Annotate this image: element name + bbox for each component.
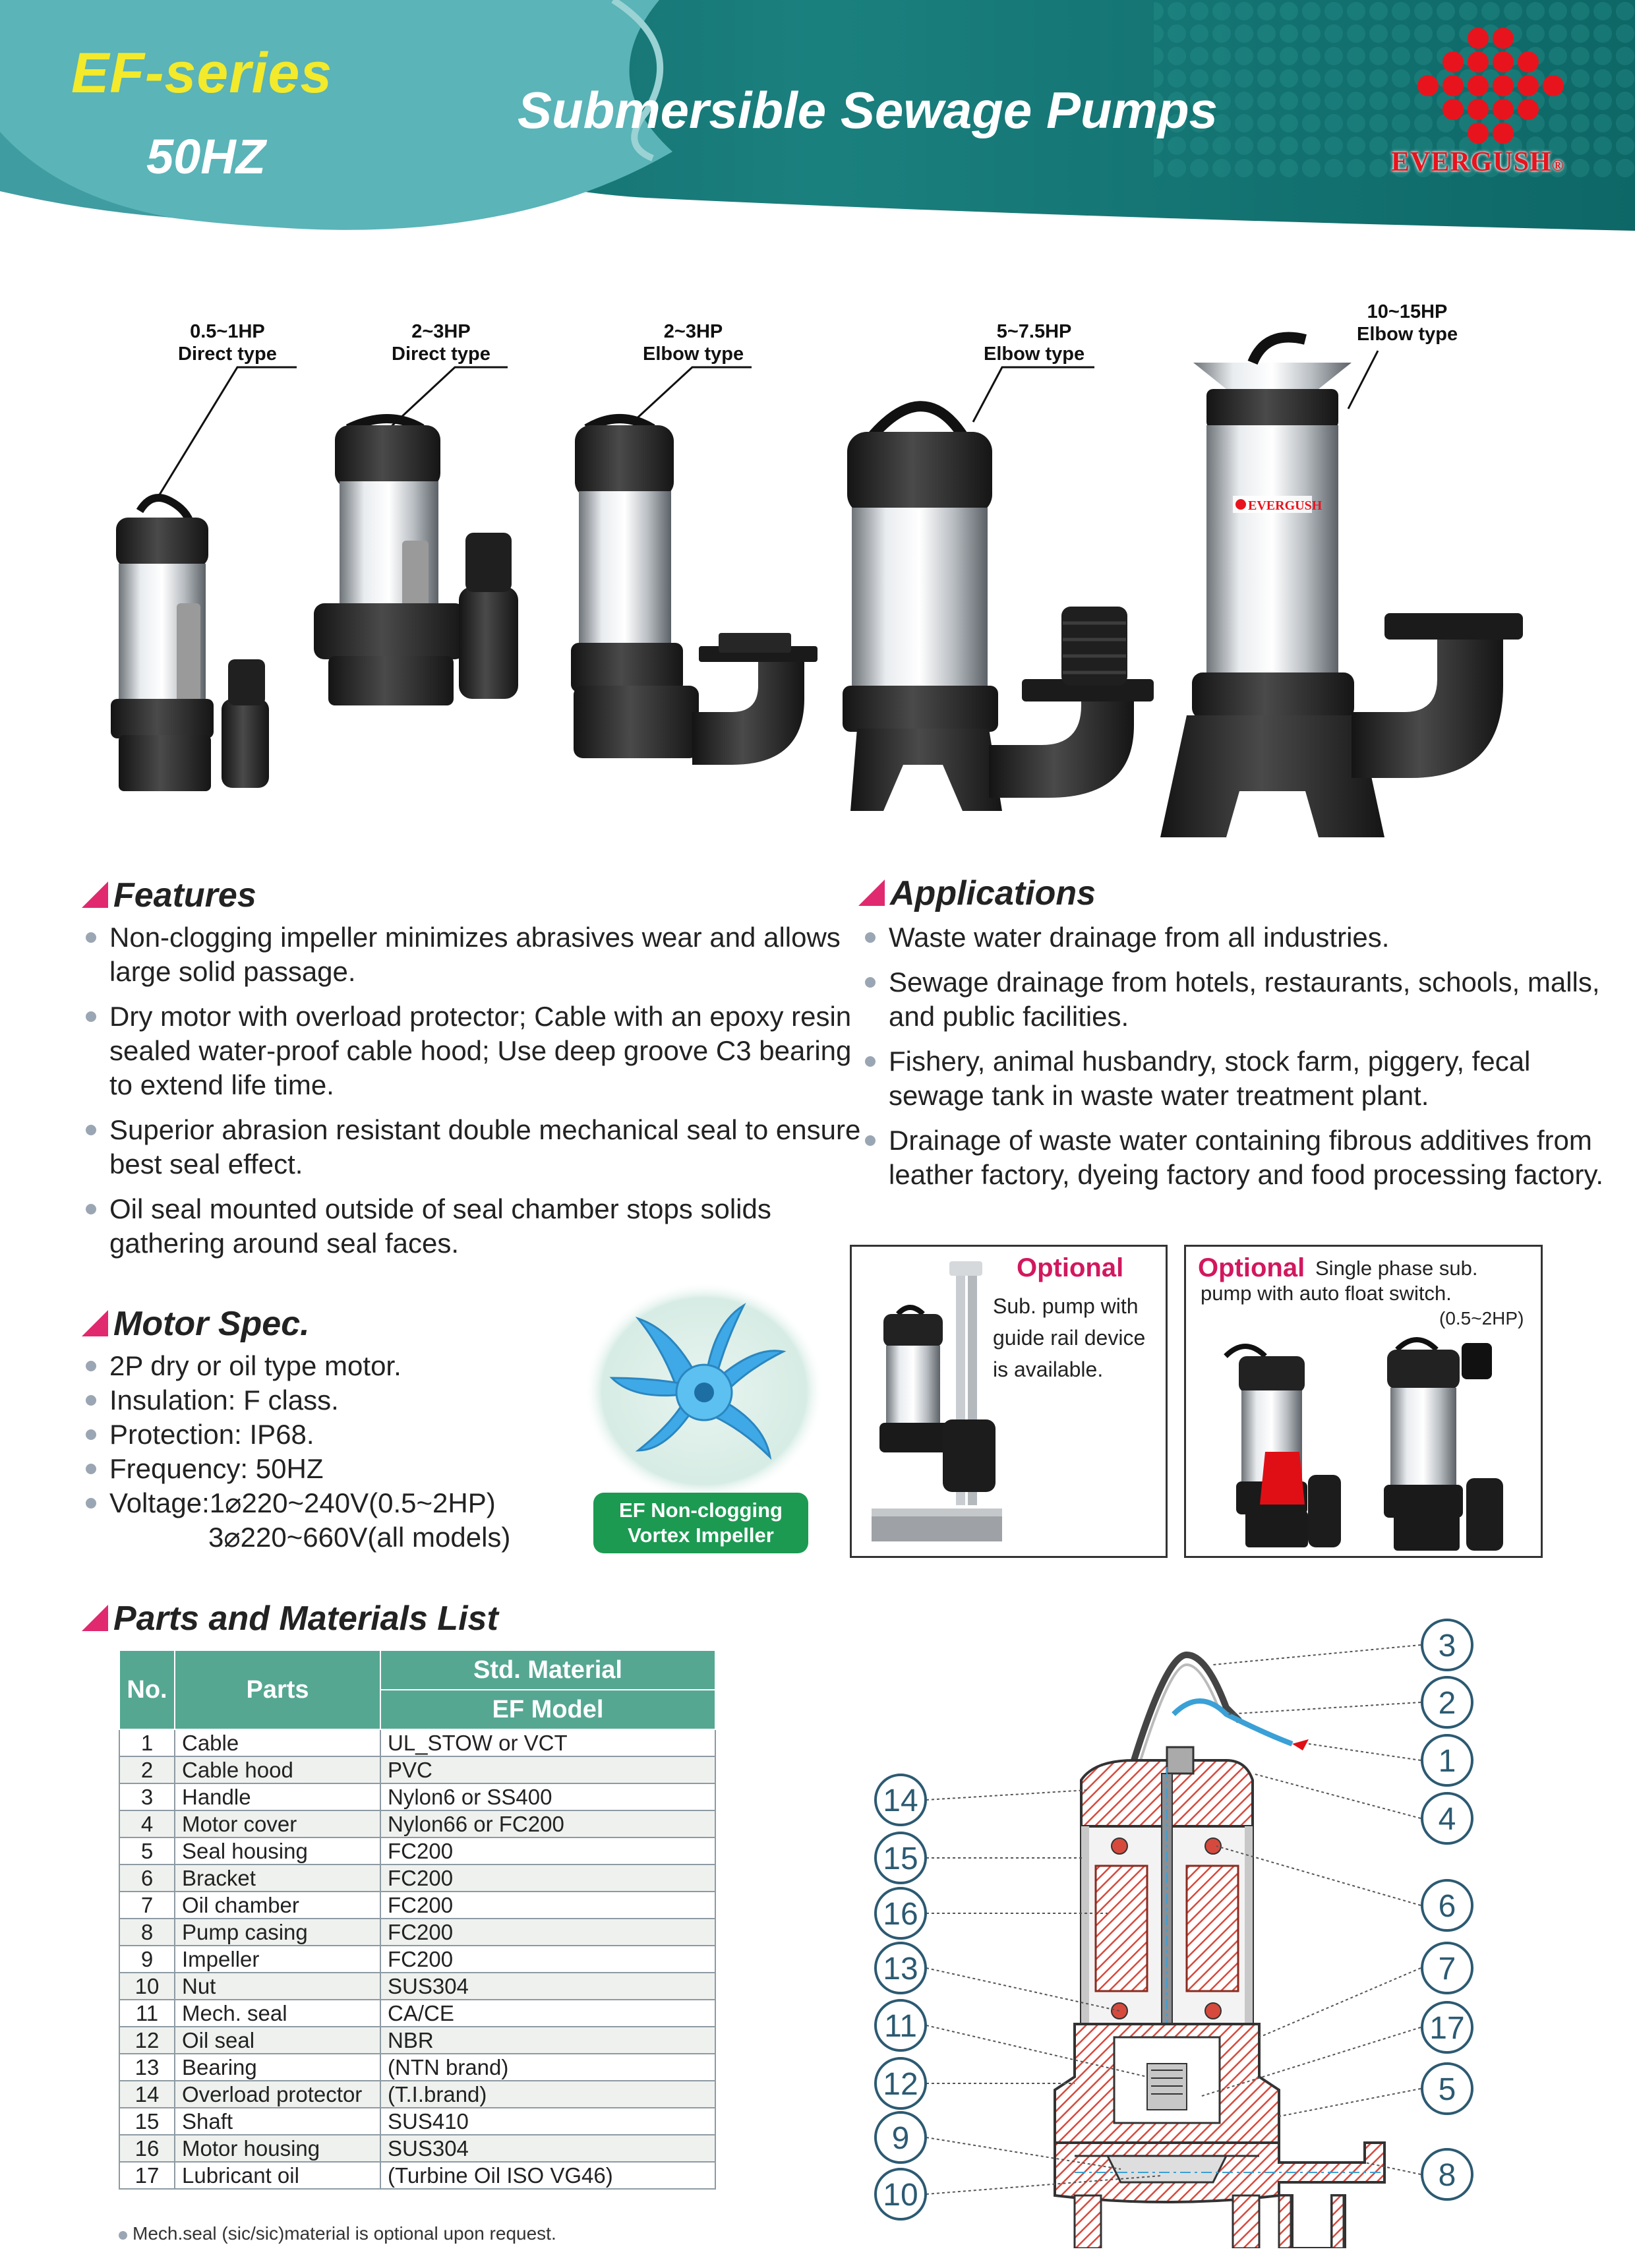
table-row xyxy=(119,2162,715,2189)
callouts-right xyxy=(1422,1620,1472,2199)
part-material-cell: SUS304 xyxy=(380,2135,715,2162)
callout-right-2 xyxy=(1422,1677,1472,1727)
motor-spec-list xyxy=(83,1349,610,1555)
list-item: Frequency: 50HZ xyxy=(83,1452,610,1486)
callout-number: 14 xyxy=(883,1783,918,1818)
part-number-cell: 12 xyxy=(119,2027,175,2054)
callout-number: 11 xyxy=(884,2009,917,2044)
list-item: Non-clogging impeller minimizes abrasives wear and allows large solid passage. xyxy=(83,920,861,989)
callout-number: 5 xyxy=(1438,2072,1456,2107)
optional-text-line: guide rail device xyxy=(993,1326,1146,1350)
part-name-cell: Overload protector xyxy=(175,2081,380,2108)
part-material-cell: CA/CE xyxy=(380,2000,715,2027)
pump-power: 5~7.5HP xyxy=(996,321,1072,342)
pump-photo-1 xyxy=(111,498,269,791)
part-name-cell: Lubricant oil xyxy=(175,2162,380,2189)
part-number-cell: 3 xyxy=(119,1783,175,1810)
part-number-cell: 14 xyxy=(119,2081,175,2108)
table-row xyxy=(119,1729,715,1756)
frequency-title: 50HZ xyxy=(146,129,266,184)
part-number-cell: 11 xyxy=(119,2000,175,2027)
callouts-left xyxy=(876,1775,926,2219)
table-row xyxy=(119,1892,715,1919)
motor-spec-heading xyxy=(82,1304,310,1344)
part-material-cell: FC200 xyxy=(380,1865,715,1892)
list-item: Dry motor with overload protector; Cable with an epoxy resin sealed water-proof cable hood; Use deep groove C3 bearing to extend life time. xyxy=(83,1000,861,1102)
part-material-cell: (NTN brand) xyxy=(380,2054,715,2081)
part-number-cell: 2 xyxy=(119,1756,175,1783)
list-item: 2P dry or oil type motor. xyxy=(83,1349,610,1383)
pump-nameplate-text: EVERGUSH xyxy=(1248,498,1323,513)
part-number-cell: 16 xyxy=(119,2135,175,2162)
section-triangle-icon xyxy=(82,881,108,908)
callout-right-5 xyxy=(1422,1880,1472,1930)
motor-spec-heading-text: Motor Spec. xyxy=(113,1305,310,1343)
table-row xyxy=(119,1783,715,1810)
callout-number: 15 xyxy=(883,1841,918,1876)
pump-power: 0.5~1HP xyxy=(190,321,265,342)
optional-text-line: is available. xyxy=(993,1358,1104,1381)
part-material-cell: UL_STOW or VCT xyxy=(380,1729,715,1756)
part-material-cell: FC200 xyxy=(380,1919,715,1946)
part-number-cell: 7 xyxy=(119,1892,175,1919)
part-number-cell: 17 xyxy=(119,2162,175,2189)
voltage-line2: 3⌀220~660V(all models) xyxy=(208,1522,511,1553)
callout-right-1 xyxy=(1422,1620,1472,1670)
callout-right-7 xyxy=(1422,2002,1472,2052)
list-item: Protection: IP68. xyxy=(83,1418,610,1452)
part-name-cell: Oil seal xyxy=(175,2027,380,2054)
callout-number: 6 xyxy=(1438,1889,1456,1924)
optional-text-note: (0.5~2HP) xyxy=(1439,1308,1524,1328)
parts-table xyxy=(119,1650,716,2190)
part-material-cell: SUS410 xyxy=(380,2108,715,2135)
part-name-cell: Seal housing xyxy=(175,1837,380,1865)
list-item: Fishery, animal husbandry, stock farm, piggery, fecal sewage tank in waste water treatment plant. xyxy=(862,1044,1620,1113)
callout-number: 8 xyxy=(1438,2158,1456,2193)
pump-lineup xyxy=(0,290,1635,870)
part-number-cell: 1 xyxy=(119,1729,175,1756)
callout-number: 9 xyxy=(891,2121,910,2156)
part-number-cell: 5 xyxy=(119,1837,175,1865)
optional-text-line2: pump with auto float switch. xyxy=(1201,1282,1452,1305)
callout-right-9 xyxy=(1422,2149,1472,2199)
brand-name xyxy=(1391,146,1564,178)
callout-left-2 xyxy=(876,1833,926,1883)
part-material-cell: PVC xyxy=(380,1756,715,1783)
features-heading-text: Features xyxy=(113,876,256,914)
part-name-cell: Bearing xyxy=(175,2054,380,2081)
part-number-cell: 13 xyxy=(119,2054,175,2081)
parts-heading xyxy=(82,1599,498,1638)
parts-heading-text: Parts and Materials List xyxy=(113,1599,498,1638)
pump-photo-5 xyxy=(1160,338,1523,837)
callout-number: 17 xyxy=(1429,2011,1465,2046)
table-row xyxy=(119,2054,715,2081)
callout-number: 13 xyxy=(883,1952,918,1986)
brand-logo-icon xyxy=(1399,26,1597,145)
part-number-cell: 8 xyxy=(119,1919,175,1946)
list-item: Voltage:1⌀220~240V(0.5~2HP) xyxy=(83,1486,610,1520)
pump-photo-3 xyxy=(571,419,818,765)
part-material-cell: Nylon6 or SS400 xyxy=(380,1783,715,1810)
pump-power: 2~3HP xyxy=(411,321,471,342)
parts-note: Mech.seal (sic/sic)material is optional upon request. xyxy=(119,2223,556,2244)
section-triangle-icon xyxy=(82,1310,108,1336)
part-name-cell: Cable xyxy=(175,1729,380,1756)
series-title: EF-series xyxy=(71,42,333,105)
callout-number: 4 xyxy=(1438,1802,1456,1837)
part-name-cell: Impeller xyxy=(175,1946,380,1973)
part-number-cell: 10 xyxy=(119,1973,175,2000)
callout-number: 16 xyxy=(883,1897,918,1932)
brand-name-text: EVERGUSH xyxy=(1391,147,1552,177)
part-name-cell: Cable hood xyxy=(175,1756,380,1783)
table-row xyxy=(119,2000,715,2027)
guide-rail-pump-icon xyxy=(857,1255,1002,1551)
pump-power: 2~3HP xyxy=(663,321,723,342)
part-name-cell: Oil chamber xyxy=(175,1892,380,1919)
pump-type: Elbow type xyxy=(643,343,744,365)
optional-heading: Optional xyxy=(1017,1253,1124,1282)
column-header-model: EF Model xyxy=(380,1690,715,1729)
callout-number: 1 xyxy=(1438,1744,1456,1779)
list-item: Sewage drainage from hotels, restaurants, schools, malls, and public facilities. xyxy=(862,965,1620,1034)
page-title: Submersible Sewage Pumps xyxy=(518,81,1218,139)
callout-number: 3 xyxy=(1438,1628,1456,1663)
applications-heading-text: Applications xyxy=(890,874,1096,912)
column-header-material: Std. Material xyxy=(380,1650,715,1690)
list-item: Oil seal mounted outside of seal chamber stops solids gathering around seal faces. xyxy=(83,1192,861,1261)
parts-table-body xyxy=(119,1729,715,2189)
pump-type: Elbow type xyxy=(984,343,1085,365)
part-material-cell: NBR xyxy=(380,2027,715,2054)
pump-power: 10~15HP xyxy=(1367,301,1448,322)
part-name-cell: Motor housing xyxy=(175,2135,380,2162)
part-number-cell: 15 xyxy=(119,2108,175,2135)
callout-left-5 xyxy=(876,2000,926,2050)
optional-text xyxy=(993,1290,1145,1385)
impeller-icon xyxy=(579,1279,829,1503)
callout-number: 10 xyxy=(883,2178,918,2213)
optional-heading: Optional xyxy=(1198,1253,1305,1282)
table-row xyxy=(119,1756,715,1783)
part-material-cell: Nylon66 or FC200 xyxy=(380,1810,715,1837)
part-material-cell: SUS304 xyxy=(380,1973,715,2000)
pump-type: Direct type xyxy=(178,343,277,365)
list-item: Drainage of waste water containing fibrous additives from leather factory, dyeing factory and food processing factory. xyxy=(862,1123,1620,1192)
table-row xyxy=(119,1946,715,1973)
table-row xyxy=(119,2135,715,2162)
table-row xyxy=(119,1810,715,1837)
list-item: Superior abrasion resistant double mechanical seal to ensure best seal effect. xyxy=(83,1113,861,1181)
part-name-cell: Nut xyxy=(175,1973,380,2000)
pump-type: Elbow type xyxy=(1357,324,1458,345)
section-triangle-icon xyxy=(82,1605,108,1631)
part-material-cell: FC200 xyxy=(380,1946,715,1973)
list-item: Insulation: F class. xyxy=(83,1383,610,1418)
column-header-parts: Parts xyxy=(175,1650,380,1729)
part-number-cell: 9 xyxy=(119,1946,175,1973)
features-heading xyxy=(82,876,256,915)
pump-photo-2 xyxy=(314,419,518,705)
section-triangle-icon xyxy=(858,880,885,906)
callout-right-4 xyxy=(1422,1793,1472,1843)
callout-number: 7 xyxy=(1438,1952,1456,1986)
table-row xyxy=(119,1865,715,1892)
callout-left-4 xyxy=(876,1943,926,1993)
callout-right-8 xyxy=(1422,2064,1472,2114)
registered-mark: ® xyxy=(1551,158,1564,175)
impeller-badge xyxy=(593,1493,808,1553)
callout-right-3 xyxy=(1422,1735,1472,1785)
impeller-badge-line2: Vortex Impeller xyxy=(628,1524,774,1547)
optional-text-line1: Single phase sub. xyxy=(1315,1257,1478,1280)
applications-list xyxy=(862,920,1620,1203)
table-row xyxy=(119,2081,715,2108)
callout-left-8 xyxy=(876,2169,926,2219)
callout-left-1 xyxy=(876,1775,926,1825)
table-row xyxy=(119,1837,715,1865)
part-material-cell: FC200 xyxy=(380,1837,715,1865)
pump-nameplate xyxy=(1233,496,1323,513)
part-name-cell: Handle xyxy=(175,1783,380,1810)
features-list xyxy=(83,920,861,1271)
table-row xyxy=(119,1973,715,2000)
column-header-no: No. xyxy=(119,1650,175,1729)
part-number-cell: 4 xyxy=(119,1810,175,1837)
list-item: Waste water drainage from all industries. xyxy=(862,920,1620,955)
table-row xyxy=(119,2027,715,2054)
page-header xyxy=(0,0,1635,231)
applications-heading xyxy=(858,874,1096,913)
pump-type: Direct type xyxy=(392,343,490,365)
callout-number: 2 xyxy=(1438,1686,1456,1721)
optional-box-guide-rail xyxy=(850,1245,1168,1558)
part-name-cell: Mech. seal xyxy=(175,2000,380,2027)
part-name-cell: Shaft xyxy=(175,2108,380,2135)
callout-left-7 xyxy=(876,2112,926,2163)
list-item xyxy=(83,1520,610,1555)
part-name-cell: Pump casing xyxy=(175,1919,380,1946)
pump-cross-section-diagram xyxy=(857,1615,1490,2248)
callout-left-3 xyxy=(876,1888,926,1938)
part-name-cell: Bracket xyxy=(175,1865,380,1892)
table-row xyxy=(119,1919,715,1946)
part-material-cell: (T.I.brand) xyxy=(380,2081,715,2108)
impeller-badge-line1: EF Non-clogging xyxy=(619,1499,783,1522)
part-number-cell: 6 xyxy=(119,1865,175,1892)
pump-photo-4 xyxy=(843,406,1154,811)
part-name-cell: Motor cover xyxy=(175,1810,380,1837)
callout-right-6 xyxy=(1422,1943,1472,1993)
float-switch-pumps-icon xyxy=(1199,1330,1529,1554)
table-row xyxy=(119,2108,715,2135)
table-header-row xyxy=(119,1650,715,1690)
part-material-cell: (Turbine Oil ISO VG46) xyxy=(380,2162,715,2189)
part-material-cell: FC200 xyxy=(380,1892,715,1919)
optional-box-float-switch xyxy=(1184,1245,1543,1558)
optional-text-line: Sub. pump with xyxy=(993,1294,1139,1318)
callout-left-6 xyxy=(876,2058,926,2108)
callout-number: 12 xyxy=(883,2067,918,2102)
